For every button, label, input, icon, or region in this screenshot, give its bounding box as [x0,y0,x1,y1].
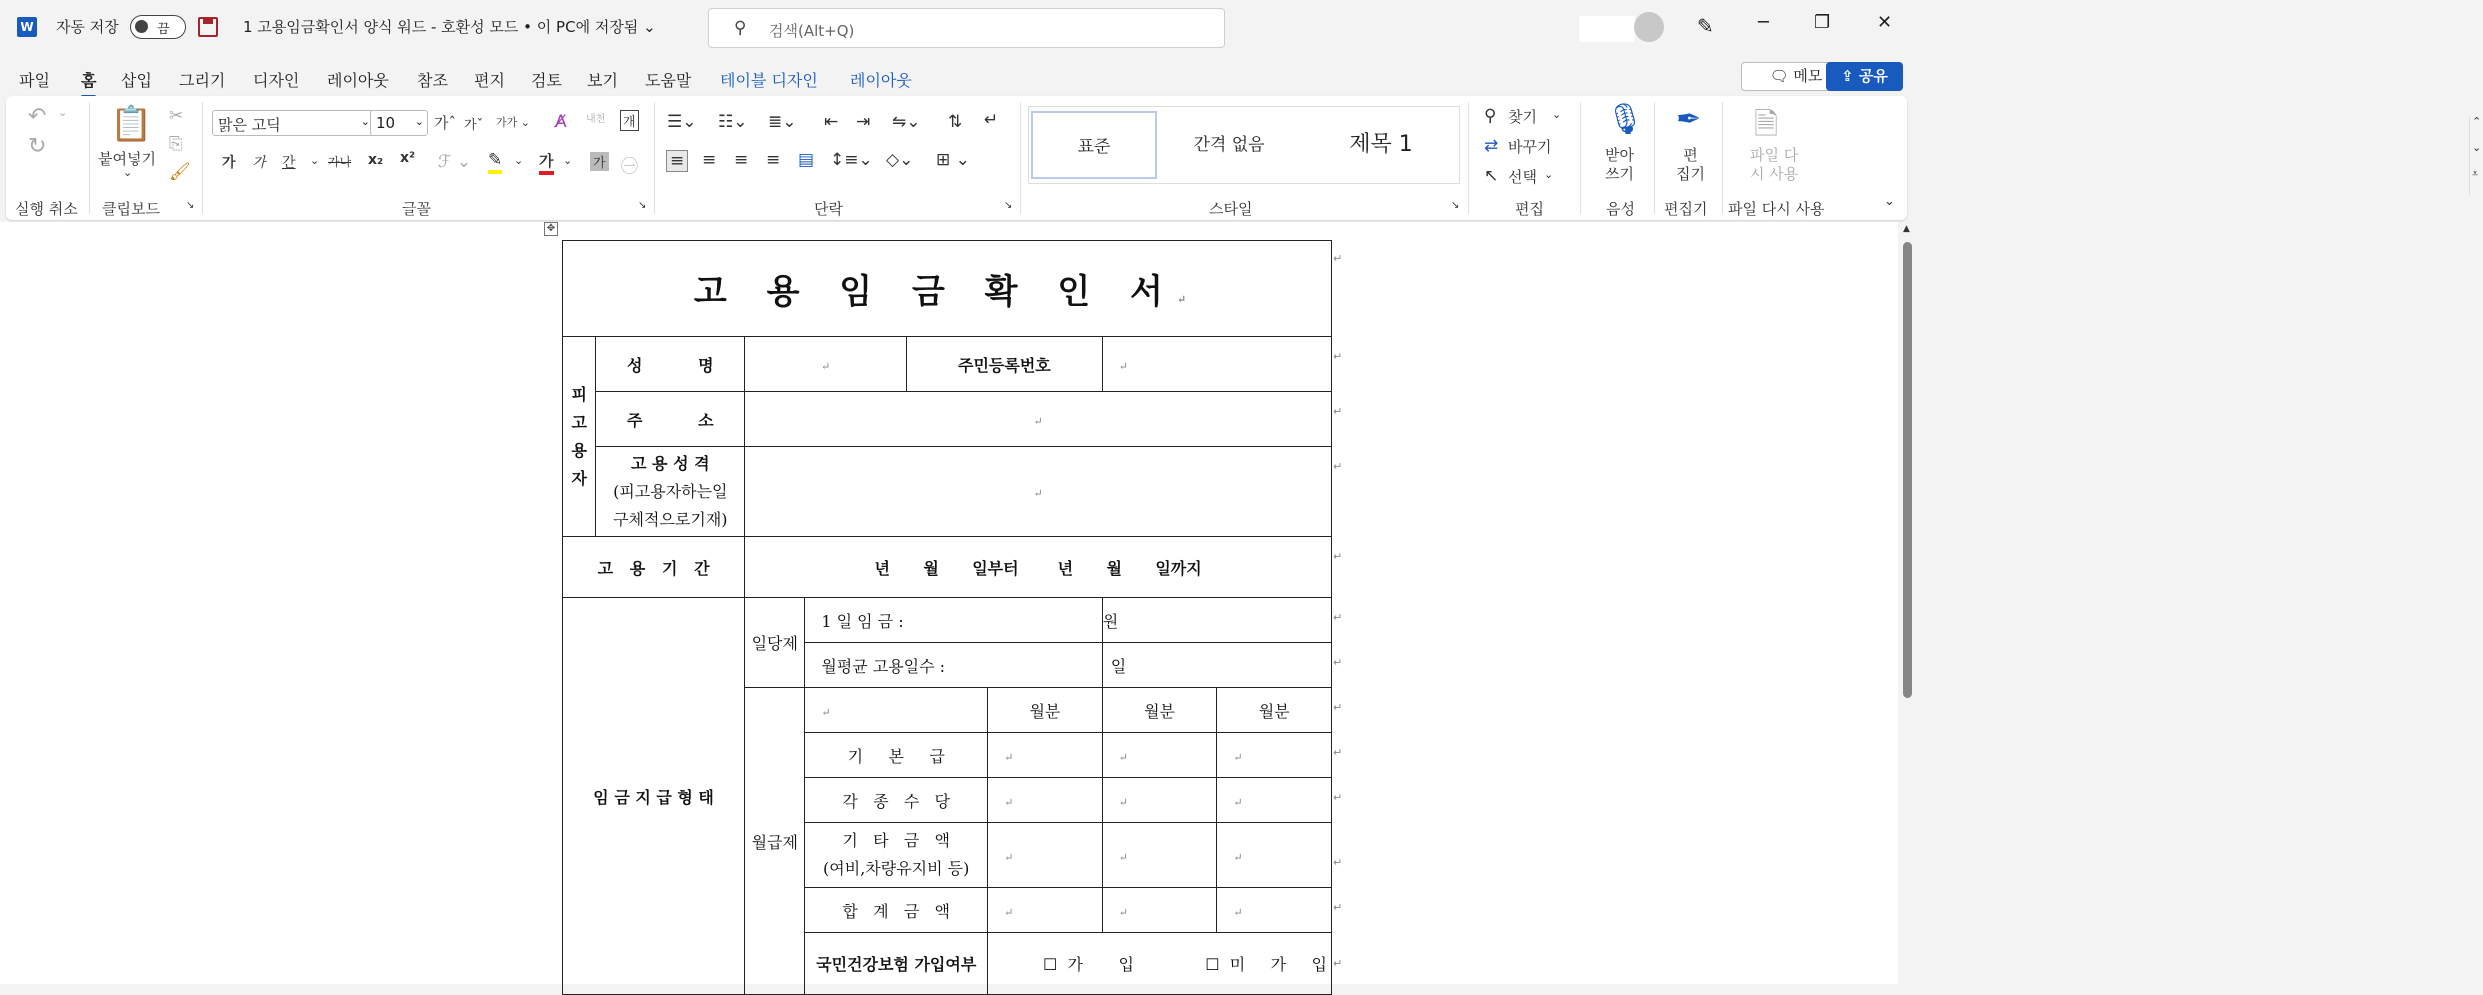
redo-icon[interactable]: ↻ [28,134,47,159]
font-name-value: 맑은 고딕 [218,116,281,134]
shrink-font-icon[interactable]: 가ˇ [464,118,484,133]
insured-label: 가 입 [1067,955,1135,974]
paragraph-mark: ↵ [1118,850,1128,864]
base-pay-cell[interactable] [1102,733,1217,778]
tab-view[interactable]: 보기 [587,71,618,90]
autosave-label: 자동 저장 [56,18,119,36]
group-label-undo: 실행 취소 [15,200,78,218]
separator [1020,102,1021,214]
daily-wage-label: 일당제 [745,598,805,688]
align-left-icon[interactable]: ≡ [666,150,688,172]
line-spacing-icon[interactable]: ↕≡⌄ [830,150,873,170]
replace-icon[interactable]: ⇄ [1484,136,1499,156]
paste-dropdown-icon[interactable]: ⌄ [123,166,133,179]
bold-icon[interactable]: 가 [222,155,236,171]
daily-wage-unit[interactable]: 원 [1102,598,1331,643]
not-insured-checkbox[interactable]: ☐ [1205,955,1220,974]
month-column-2[interactable]: 월분 [1102,688,1217,733]
change-case-label: 가가 [496,116,518,129]
tab-draw[interactable]: 그리기 [179,71,226,90]
paragraph-mark: ↵ [1176,293,1201,306]
separator [1722,102,1723,214]
total-cell[interactable] [988,888,1103,933]
change-case-icon[interactable]: 가가 ⌄ [496,116,530,129]
paragraph-mark: ↵ [1004,905,1014,919]
row-end-mark: ↵ [1333,791,1343,804]
base-pay-cell[interactable] [988,733,1103,778]
month-column-1[interactable]: 월분 [988,688,1103,733]
other-amount-label-cell [805,823,988,888]
font-color-icon[interactable]: 가 [539,150,554,175]
paragraph-mark: ↵ [1233,905,1243,919]
text-effects-icon[interactable]: ℱ ⌄ [438,152,472,172]
share-button[interactable] [1826,62,1903,91]
other-amount-hint: (여비,차량유지비 등) [823,859,970,878]
health-insurance-options [988,933,1332,995]
styles-scroll[interactable] [2469,117,2483,195]
other-amount-cell[interactable] [1102,823,1217,888]
chevron-down-icon: ⌄ [414,115,424,128]
tab-table-layout[interactable]: 레이아웃 [850,71,912,90]
show-marks-icon[interactable]: ↵ [984,110,999,130]
grow-font-icon[interactable]: 가ˆ [434,114,456,132]
total-cell[interactable] [1102,888,1217,933]
grow-font-label: 가 [434,114,449,132]
close-icon[interactable]: ✕ [1877,12,1893,33]
collapse-ribbon-icon[interactable]: ⌄ [1884,194,1895,209]
ribbon-home [6,96,2482,220]
group-label-clipboard: 클립보드 [102,200,160,218]
borders-icon[interactable]: ⊞ ⌄ [936,150,970,170]
editor-pen-icon[interactable]: ✒ [1676,102,1702,137]
address-label: 주 소 [596,392,745,447]
font-size-select[interactable] [370,110,428,136]
font-color-dropdown-icon[interactable]: ⌄ [563,154,573,167]
row-end-mark: ↵ [1333,252,1343,265]
paragraph-mark: ↵ [1004,750,1014,764]
clipboard-launcher-icon[interactable]: ↘ [186,200,195,211]
scrollbar-thumb[interactable] [1903,242,1912,698]
styles-launcher-icon[interactable]: ↘ [1451,200,1460,211]
daily-wage-label-cell [805,598,1102,643]
paragraph-mark: ↵ [1004,795,1014,809]
style-heading-1[interactable]: 제목 1 [1349,132,1413,157]
user-name-area[interactable] [1579,16,1635,42]
separator [202,102,203,214]
search-icon: ⚲ [734,18,747,38]
paragraph-mark: ↵ [1118,359,1128,373]
restore-icon[interactable]: ❐ [1814,12,1831,33]
monthly-days-label-cell [805,643,1102,688]
tab-file[interactable]: 파일 [19,71,50,90]
paragraph-mark: ↵ [1118,905,1128,919]
title-bar [0,0,1917,54]
underline-dropdown-icon[interactable]: ⌄ [310,154,320,167]
job-nature-label: 고 용 성 격 [631,453,710,473]
minimize-icon[interactable]: ─ [1758,12,1769,33]
reuse-files-button[interactable]: 파일 다 시 사용 [1750,146,1799,183]
find-dropdown-icon[interactable]: ⌄ [1552,108,1562,121]
cut-icon[interactable]: ✂ [169,106,184,126]
sort-icon[interactable]: ⇅ [948,112,963,132]
group-label-styles: 스타일 [1209,200,1253,218]
employee-label-char: 자 [571,468,587,488]
tab-layout[interactable]: 레이아웃 [327,71,389,90]
table-move-handle-icon[interactable]: ✥ [544,222,558,236]
paragraph-mark: ↵ [1118,795,1128,809]
enclose-char-icon[interactable]: 개 [620,110,639,131]
underline-icon[interactable]: 간 [282,155,296,171]
document-title[interactable] [243,16,656,37]
paste-icon[interactable]: 📋 [110,104,153,144]
shrink-font-label: 가 [464,118,477,133]
rrn-value-cell[interactable] [1102,337,1331,392]
find-icon[interactable]: ⚲ [1484,106,1497,126]
name-label: 성 명 [596,337,745,392]
toggle-state: 끔 [157,22,170,37]
designer-pen-icon[interactable]: ✎ [1697,14,1714,38]
multilevel-list-icon[interactable]: ≣⌄ [768,112,797,132]
paste-label[interactable]: 붙여넣기 [98,150,156,168]
font-launcher-icon[interactable]: ↘ [638,200,647,211]
group-label-voice: 음성 [1606,200,1635,218]
share-icon: ⇪ [1841,67,1854,85]
clear-formatting-icon[interactable]: A̸ [555,112,567,132]
numbering-icon[interactable]: ☷⌄ [718,112,748,132]
align-center-icon[interactable]: ≡ [702,150,717,170]
style-no-spacing[interactable]: 간격 없음 [1193,135,1265,155]
row-end-mark: ↵ [1333,611,1343,624]
decrease-indent-icon[interactable]: ⇤ [824,112,839,132]
autosave-toggle[interactable] [130,15,186,39]
bullets-icon[interactable]: ☰⌄ [667,112,697,132]
row-end-mark: ↵ [1333,460,1343,473]
share-label: 공유 [1858,67,1888,85]
employee-label-char: 용 [571,440,587,460]
paragraph-mark: ↵ [1033,414,1043,428]
comments-label: 메모 [1793,67,1823,85]
employee-label-char: 피 [571,384,587,404]
paragraph-mark: ↵ [1233,850,1243,864]
job-nature-value-cell[interactable] [745,447,1332,537]
strikethrough-icon[interactable]: 가나 [328,155,352,169]
row-end-mark: ↵ [1333,701,1343,714]
dictate-button[interactable]: 받아 쓰기 [1605,146,1634,183]
form-title: 고 용 임 금 확 인 서 [693,272,1177,312]
document-area [0,222,1898,984]
insured-checkbox[interactable]: ☐ [1042,955,1058,974]
employee-label-char: 고 [571,412,587,432]
hanja-icon[interactable]: 내천 [586,114,606,125]
superscript-icon[interactable]: x² [400,150,416,166]
style-normal[interactable]: 표준 [1031,111,1157,179]
font-name-select[interactable] [212,110,374,136]
employee-label-cell [563,337,596,537]
row-end-mark: ↵ [1333,550,1343,563]
distributed-icon[interactable]: ▤ [798,150,815,170]
align-right-icon[interactable]: ≡ [734,150,749,170]
comment-icon: 🗨 [1769,67,1789,85]
allowance-cell[interactable] [988,778,1103,823]
group-label-font: 글꼴 [402,200,431,218]
microphone-icon[interactable]: 🎙 [1606,102,1645,137]
monthly-header-blank[interactable] [805,688,988,733]
shading-icon[interactable]: ◇⌄ [886,150,914,170]
job-nature-hint: (피고용자하는일 [613,481,728,501]
editor-button[interactable]: 편 집기 [1676,146,1705,183]
reuse-files-icon[interactable]: 🗎 [1754,107,1779,142]
chevron-down-icon: ⌄ [360,115,370,128]
toggle-knob [135,20,148,33]
job-nature-label-cell [596,447,745,537]
row-end-mark: ↵ [1333,957,1343,970]
paragraph-mark: ↵ [1118,750,1128,764]
row-end-mark: ↵ [1333,405,1343,418]
allowance-cell[interactable] [1217,778,1332,823]
select-dropdown-icon[interactable]: ⌄ [1544,168,1554,181]
total-label: 합 계 금 액 [805,888,988,933]
highlight-dropdown-icon[interactable]: ⌄ [514,154,524,167]
format-painter-icon[interactable]: 🖌 [169,162,191,182]
ribbon-tabs [0,54,1917,96]
tab-design[interactable]: 디자인 [253,71,300,90]
chevron-down-icon[interactable]: ⌄ [2472,141,2482,154]
address-value-cell[interactable] [745,392,1332,447]
enclosed-char-icon[interactable]: ㊀ [621,157,638,177]
health-insurance-label: 국민건강보험 가입여부 [805,933,988,995]
monthly-wage-label: 월급제 [745,688,805,995]
row-end-mark: ↵ [1333,901,1343,914]
copy-icon[interactable]: ⎘ [169,134,183,154]
other-amount-cell[interactable] [988,823,1103,888]
increase-indent-icon[interactable]: ⇥ [856,112,871,132]
undo-icon[interactable]: ↶ [28,104,47,129]
char-shading-icon[interactable]: 가 [590,152,609,171]
separator [89,102,90,214]
form-title-cell[interactable] [563,241,1332,337]
word-logo-icon: W [17,17,37,37]
paragraph-mark: ↵ [821,705,831,719]
avatar[interactable] [1634,12,1664,42]
row-end-mark: ↵ [1333,856,1343,869]
other-amount-cell[interactable] [1217,823,1332,888]
tab-references[interactable]: 참조 [417,71,448,90]
text-direction-icon[interactable]: ⇋⌄ [892,112,921,132]
separator [1468,102,1469,214]
replace-button[interactable]: 바꾸기 [1508,138,1552,156]
tab-review[interactable]: 검토 [531,71,562,90]
select-button[interactable]: 선택 [1508,168,1537,186]
tab-mailings[interactable]: 편지 [474,71,505,90]
allowances-label: 각 종 수 당 [805,778,988,823]
not-insured-label: 미 가 입 [1229,955,1327,974]
group-label-paragraph: 단락 [814,200,843,218]
row-end-mark: ↵ [1333,746,1343,759]
job-nature-hint: 구체적으로기재) [613,509,728,529]
tab-insert[interactable]: 삽입 [121,71,152,90]
total-cell[interactable] [1217,888,1332,933]
base-pay-label: 기 본 급 [805,733,988,778]
find-button[interactable]: 찾기 [1508,108,1537,126]
scroll-up-icon[interactable]: ▲ [1903,224,1910,234]
row-end-mark: ↵ [1333,656,1343,669]
search-box[interactable] [708,8,1225,48]
rrn-label: 주민등록번호 [907,337,1103,392]
chevron-up-icon[interactable]: ⌃ [2472,115,2482,128]
name-value-cell[interactable] [745,337,907,392]
other-amount-label: 기 타 금 액 [842,831,951,850]
group-label-editor: 편집기 [1664,200,1708,218]
row-end-mark: ↵ [1333,350,1343,363]
paragraph-launcher-icon[interactable]: ↘ [1004,200,1013,211]
subscript-icon[interactable]: x₂ [368,152,384,168]
paragraph-mark: ↵ [821,359,831,373]
tab-home[interactable]: 홈 [81,68,96,91]
document-page[interactable] [0,222,1898,984]
separator [1580,102,1581,214]
tab-table-design[interactable]: 테이블 디자인 [720,71,818,90]
italic-icon[interactable]: 가 [252,155,266,171]
save-icon[interactable] [198,17,218,37]
vertical-scrollbar[interactable] [1898,222,1917,984]
monthly-days-unit[interactable]: 일 [1102,643,1331,688]
employment-period-value[interactable]: 년 월 일부터 년 월 일까지 [745,537,1332,598]
separator [654,102,655,214]
wage-type-label: 임 금 지 급 형 태 [563,598,745,995]
separator [1654,102,1655,214]
justify-icon[interactable]: ≡ [766,150,781,170]
month-column-3[interactable]: 월분 [1217,688,1332,733]
styles-more-icon[interactable]: ⩡ [2472,167,2479,180]
paragraph-mark: ↵ [1033,487,1043,500]
monthly-days-text: 월평균 고용일수 : [821,656,946,676]
font-size-value: 10 [376,114,396,132]
paragraph-mark: ↵ [1004,850,1014,864]
highlight-icon[interactable]: ✎ [488,150,502,174]
employment-period-label: 고 용 기 간 [563,537,745,598]
select-icon[interactable]: ↖ [1484,166,1499,186]
tab-help[interactable]: 도움말 [645,71,692,90]
chevron-down-icon: ⌄ [643,18,656,36]
group-label-editing: 편집 [1515,200,1544,218]
search-placeholder: 검색(Alt+Q) [769,22,855,40]
base-pay-cell[interactable] [1217,733,1332,778]
daily-wage-text: 1 일 임 금 : [821,611,904,631]
undo-dropdown-icon[interactable]: ⌄ [58,106,68,119]
group-label-reuse: 파일 다시 사용 [1728,200,1825,218]
paragraph-mark: ↵ [1233,750,1243,764]
paragraph-mark: ↵ [1233,795,1243,809]
document-title-text: 1 고용임금확인서 양식 워드 - 호환성 모드 • 이 PC에 저장됨 [243,18,639,36]
allowance-cell[interactable] [1102,778,1217,823]
wage-confirmation-table [562,240,1332,995]
